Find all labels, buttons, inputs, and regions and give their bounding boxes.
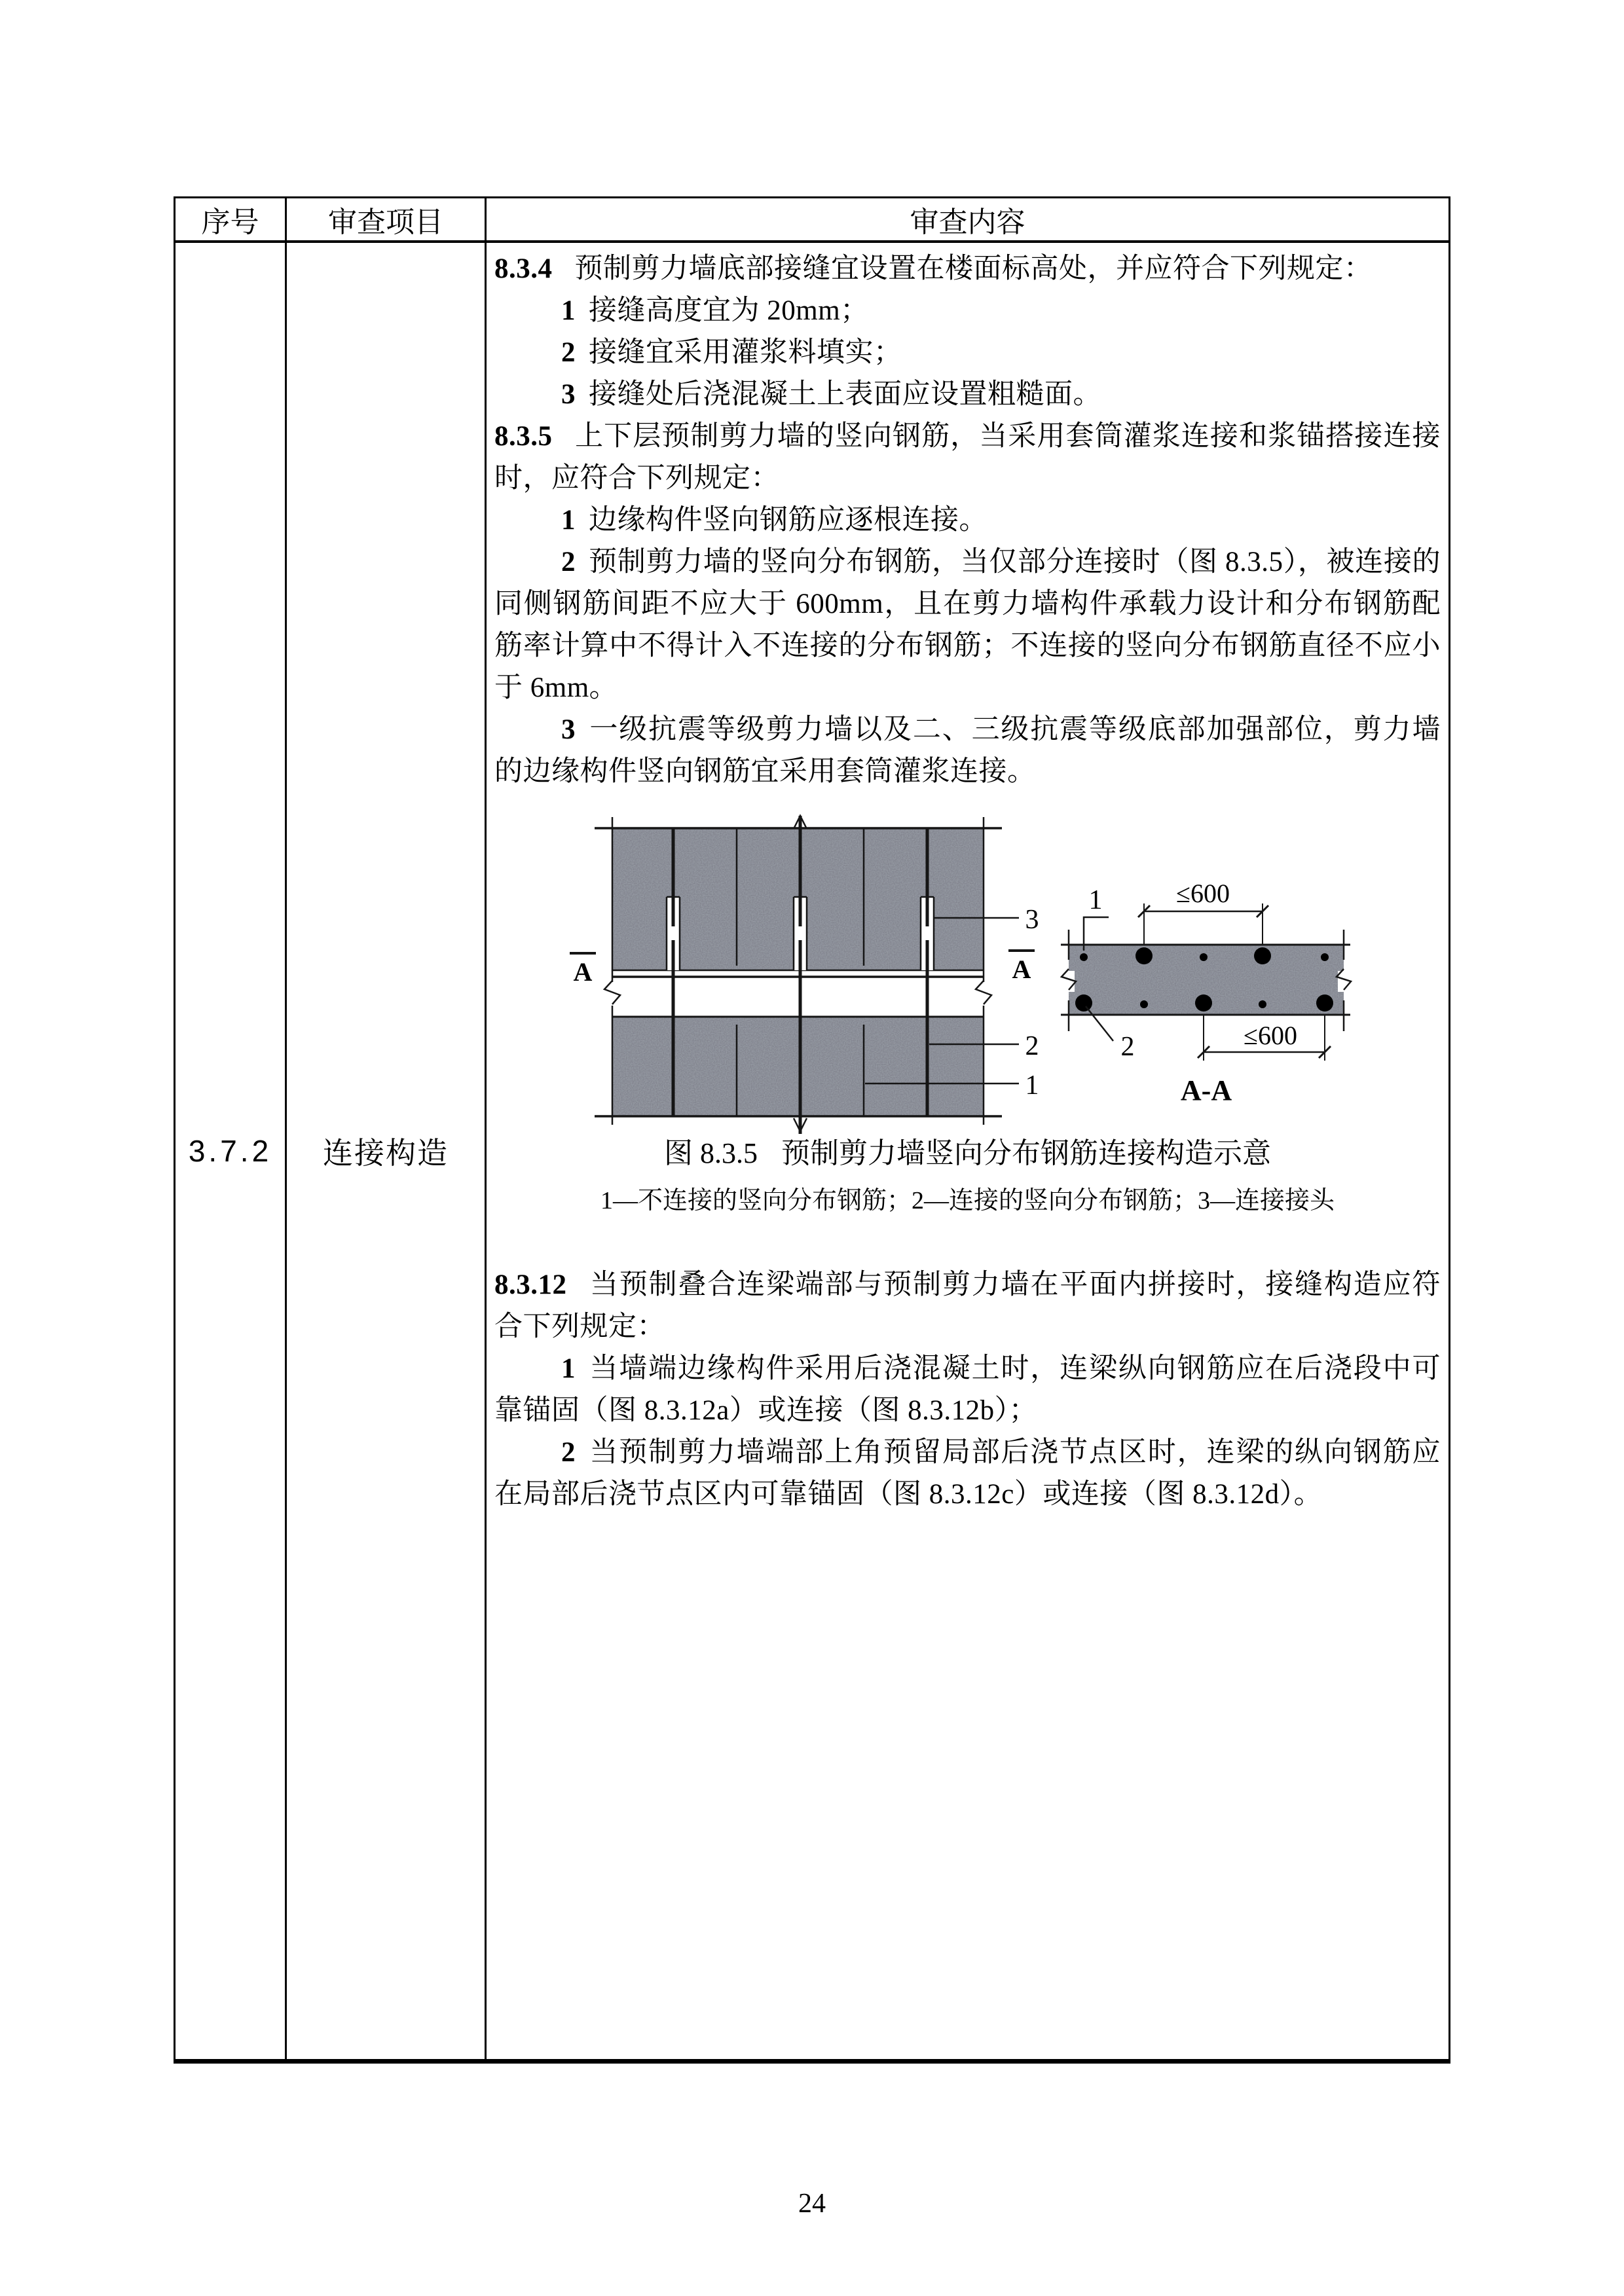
clause-number: 2 [561, 337, 576, 368]
clause-number: 3 [561, 714, 576, 745]
column-header-content: 审查内容 [910, 206, 1025, 238]
clause-number: 2 [561, 1437, 576, 1468]
clause-number: 3 [561, 379, 576, 410]
clause-number: 2 [561, 547, 576, 577]
section-view [1061, 879, 1351, 1106]
paragraph [494, 500, 1441, 541]
section-title: A-A [1180, 1074, 1232, 1106]
paragraph [494, 541, 1441, 709]
paragraph [494, 1432, 1441, 1516]
clause-number: 1 [561, 295, 576, 326]
figure-caption [487, 1137, 1449, 1171]
clause-text: 接缝处后浇混凝土上表面应设置粗糙面。 [589, 379, 1101, 410]
paragraph [494, 332, 1441, 374]
elevation-view [570, 816, 1039, 1134]
paragraph [494, 290, 1441, 332]
dimension-bottom-value: ≤600 [1244, 1021, 1297, 1050]
clause-text: 当预制剪力墙端部上角预留局部后浇节点区时，连梁的纵向钢筋应在局部后浇节点区内可靠锚固（图 8.3.12c）或连接（图 8.3.12d）。 [494, 1437, 1441, 1510]
clause-text: 当预制叠合连梁端部与预制剪力墙在平面内拼接时，接缝构造应符合下列规定： [494, 1269, 1441, 1342]
row-review-content [487, 243, 1449, 2059]
clause-number: 1 [561, 505, 576, 536]
section-mark-left: A [573, 957, 593, 987]
clause-block-8-3-12 [494, 1264, 1441, 1516]
callout-label-1: 1 [1088, 885, 1103, 915]
dimension-bottom [1198, 1015, 1331, 1061]
section-mark-right: A [1012, 955, 1031, 984]
clause-block-8-3-4 [494, 248, 1441, 793]
column-header-item: 审查项目 [328, 206, 443, 238]
figure-caption-title: 预制剪力墙竖向分布钢筋连接构造示意 [781, 1137, 1271, 1169]
callout-label-2: 2 [1120, 1032, 1135, 1062]
clause-text: 预制剪力墙的竖向分布钢筋，当仅部分连接时（图 8.3.5），被连接的同侧钢筋间距不应大于 600mm，且在剪力墙构件承载力设计和分布钢筋配筋率计算中不得计入不连接的分布钢筋；不连接的竖向分布钢筋直径不应小于 6mm。 [494, 547, 1441, 703]
figure-8-3-5-diagram [563, 812, 1395, 1139]
callout-label-3: 3 [1025, 905, 1039, 935]
figure-caption-label: 图 8.3.5 [664, 1137, 758, 1169]
clause-text: 预制剪力墙底部接缝宜设置在楼面标高处，并应符合下列规定： [574, 253, 1373, 284]
clause-number: 1 [561, 1353, 576, 1384]
clause-text: 当墙端边缘构件采用后浇混凝土时，连梁纵向钢筋应在后浇段中可靠锚固（图 8.3.12a）或连接（图 8.3.12b）； [494, 1353, 1441, 1426]
joint-break-marks [604, 981, 991, 1006]
clause-text: 上下层预制剪力墙的竖向钢筋，当采用套筒灌浆连接和浆锚搭接连接时，应符合下列规定： [494, 421, 1441, 494]
paragraph [494, 1264, 1441, 1348]
paragraph [494, 374, 1441, 416]
dimension-top [1138, 879, 1268, 945]
callout-label-2: 2 [1025, 1031, 1039, 1061]
paragraph [494, 1348, 1441, 1432]
clause-text: 一级抗震等级剪力墙以及二、三级抗震等级底部加强部位，剪力墙的边缘构件竖向钢筋宜采用套筒灌浆连接。 [494, 714, 1441, 787]
row-review-item: 连接构造 [323, 1136, 449, 1170]
paragraph [494, 416, 1441, 500]
clause-text: 接缝高度宜为 20mm； [589, 295, 869, 326]
row-serial-number: 3.7.2 [188, 1134, 272, 1168]
paragraph [494, 709, 1441, 793]
paragraph [494, 248, 1441, 290]
review-table [174, 196, 1450, 2064]
page-number: 24 [798, 2189, 826, 2219]
column-header-serial: 序号 [201, 206, 259, 238]
callout-label-1: 1 [1025, 1070, 1039, 1101]
clause-text: 接缝宜采用灌浆料填实； [589, 337, 902, 368]
clause-number: 8.3.12 [494, 1269, 567, 1300]
clause-text: 边缘构件竖向钢筋应逐根连接。 [589, 505, 987, 536]
figure-legend: 1—不连接的竖向分布钢筋；2—连接的竖向分布钢筋；3—连接接头 [600, 1187, 1335, 1214]
clause-number: 8.3.5 [494, 421, 553, 452]
dimension-top-value: ≤600 [1176, 879, 1230, 908]
clause-number: 8.3.4 [494, 253, 553, 284]
